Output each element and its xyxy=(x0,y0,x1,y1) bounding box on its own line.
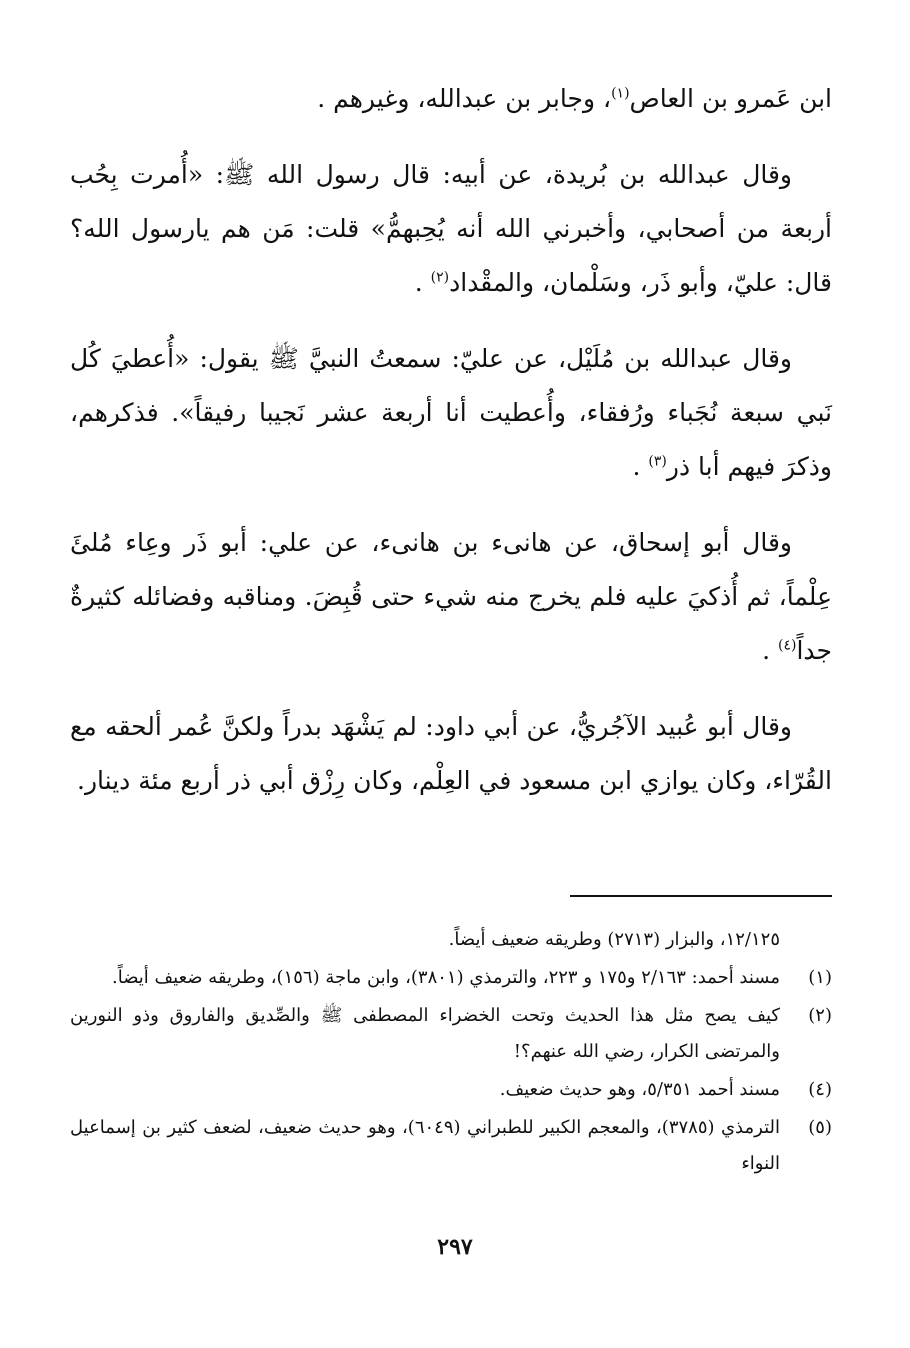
footnotes xyxy=(70,922,832,1184)
footnote-number: (٤) xyxy=(808,1079,832,1100)
paragraph-text: وقال أبو إسحاق، عن هانىء بن هانىء، عن علي: أبو ذَر وعِاء مُلئَ عِلْماً، ثم أُذكيَ عليه فلم يخرج منه شيء حتى قُبِضَ. ومناقبه وفضائله كثيرةٌ جداً xyxy=(70,528,832,665)
footnote-2 xyxy=(70,998,832,1070)
footnote-text: مسند أحمد: ٢/١٦٣ و١٧٥ و ٢٢٣، والترمذي (٣٨٠١)، وابن ماجة (١٥٦)، وطريقه ضعيف أيضاً. xyxy=(111,967,780,988)
footnote-number: (٥) xyxy=(808,1117,832,1138)
paragraph-text: . xyxy=(414,268,431,297)
paragraph-text: ابن عَمرو بن العاص xyxy=(629,84,832,113)
paragraph-text: وقال عبدالله بن بُريدة، عن أبيه: قال رسول الله ﷺ: «أُمرت بِحُب أربعة من أصحابي، وأخبرني الله أنه يُحِبهمُّ» قلت: مَن هم يارسول الله؟ قال: عليّ، وأبو ذَر، وسَلْمان، والمقْداد xyxy=(70,160,832,297)
footnote-number: (١) xyxy=(808,967,832,988)
paragraph-1 xyxy=(70,72,832,126)
footnote-continuation xyxy=(70,922,832,958)
footnote-text: كيف يصح مثل هذا الحديث وتحت الخضراء المصطفى ﷺ والصِّديق والفاروق وذو النورين والمرتضى الكرار، رضي الله عنهم؟! xyxy=(70,1005,780,1062)
footnote-ref: (٢) xyxy=(430,269,450,286)
paragraph-4 xyxy=(70,516,832,678)
paragraph-2 xyxy=(70,148,832,310)
paragraph-text: ، وجابر بن عبدالله، وغيرهم . xyxy=(317,84,612,113)
footnote-text: الترمذي (٣٧٨٥)، والمعجم الكبير للطبراني (٦٠٤٩)، وهو حديث ضعيف، لضعف كثير بن إسماعيل النواء xyxy=(70,1117,780,1174)
footnote-ref: (١) xyxy=(611,85,630,102)
footnote-text: مسند أحمد ٥/٣٥١، وهو حديث ضعيف. xyxy=(499,1079,780,1100)
paragraph-text: وقال عبدالله بن مُلَيْل، عن عليّ: سمعتُ النبيَّ ﷺ يقول: «أُعطيَ كُل نَبي سبعة نُجَباء ورُفقاء، وأُعطيت أنا أربعة عشر نَجيبا رفيقاً». فذكرهم، وذكرَ فيهم أبا ذر xyxy=(70,344,832,481)
paragraph-5 xyxy=(70,700,832,808)
paragraph-text: . xyxy=(762,636,778,665)
paragraph-3 xyxy=(70,332,832,494)
paragraph-text: . xyxy=(632,452,649,481)
paragraph-text: وقال أبو عُبيد الآجُريُّ، عن أبي داود: لم يَشْهَد بدراً ولكنَّ عُمر ألحقه مع القُرّاء، وكان يوازي ابن مسعود في العِلْم، وكان رِزْق أبي ذر أربع مئة دينار. xyxy=(70,712,832,795)
footnote-5 xyxy=(70,1110,832,1182)
footnote-ref: (٣) xyxy=(648,453,667,470)
footnote-ref: (٤) xyxy=(778,637,797,654)
page-number: ٢٩٧ xyxy=(437,1234,473,1260)
footnote-4 xyxy=(70,1072,832,1108)
footnote-1 xyxy=(70,960,832,996)
main-text xyxy=(70,72,832,830)
footnote-number: (٢) xyxy=(808,1005,832,1026)
footnote-text: ١٢/١٢٥، والبزار (٢٧١٣) وطريقه ضعيف أيضاً. xyxy=(448,929,780,950)
footnote-separator xyxy=(570,895,832,897)
